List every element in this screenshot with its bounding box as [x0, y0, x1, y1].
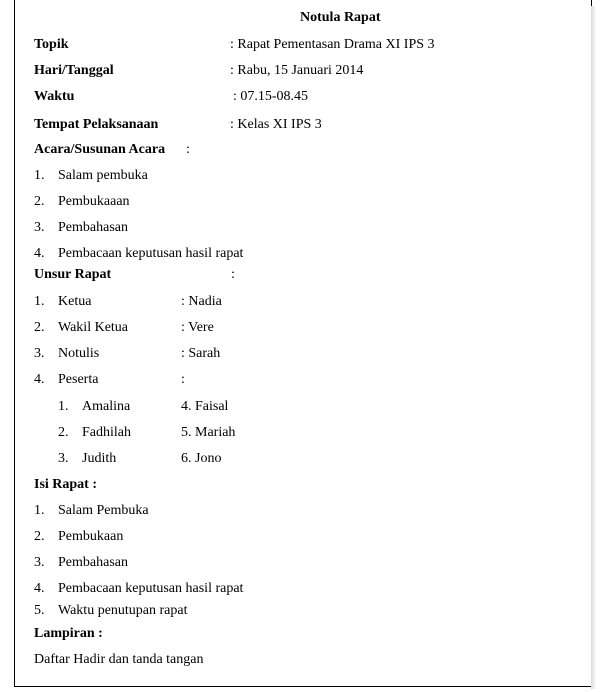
isi-item-num: 2. [34, 529, 45, 544]
acara-item-text: Pembukaaan [58, 194, 130, 209]
acara-item-num: 4. [34, 246, 45, 261]
unsur-item-num: 4. [34, 372, 45, 387]
field-value-tempat: : Kelas XI IPS 3 [230, 117, 322, 132]
acara-item-text: Salam pembuka [58, 168, 148, 183]
unsur-item-num: 1. [34, 294, 45, 309]
unsur-item-num: 2. [34, 320, 45, 335]
isi-item-text: Pembukaan [58, 529, 124, 544]
field-value-topik: : Rapat Pementasan Drama XI IPS 3 [230, 37, 435, 52]
unsur-item-value: : [181, 372, 185, 387]
acara-item-text: Pembacaan keputusan hasil rapat [58, 246, 244, 261]
field-label-topik: Topik [34, 37, 69, 52]
unsur-item-role: Peserta [58, 372, 99, 387]
isi-item-text: Pembahasan [58, 555, 128, 570]
unsur-item-role: Notulis [58, 346, 100, 361]
document-title: Notula Rapat [300, 10, 381, 25]
peserta-num: 2. [58, 425, 69, 440]
isi-item-text: Salam Pembuka [58, 503, 149, 518]
peserta-right: 5. Mariah [181, 425, 236, 440]
peserta-num: 3. [58, 451, 69, 466]
isi-item-num: 5. [34, 603, 45, 618]
peserta-right: 4. Faisal [181, 399, 229, 414]
peserta-num: 1. [58, 399, 69, 414]
field-value-hari-tanggal: : Rabu, 15 Januari 2014 [230, 63, 364, 78]
isi-item-num: 4. [34, 581, 45, 596]
isi-item-text: Pembacaan keputusan hasil rapat [58, 581, 244, 596]
unsur-item-role: Wakil Ketua [58, 320, 129, 335]
peserta-name: Amalina [82, 399, 131, 414]
field-label-waktu: Waktu [34, 89, 75, 104]
peserta-name: Fadhilah [82, 425, 131, 440]
field-label-hari-tanggal: Hari/Tanggal [34, 63, 114, 78]
unsur-heading: Unsur Rapat [34, 267, 112, 282]
unsur-item-value: : Sarah [181, 346, 221, 361]
isi-item-num: 3. [34, 555, 45, 570]
isi-heading: Isi Rapat : [34, 477, 98, 492]
page-shadow [591, 6, 596, 689]
unsur-item-value: : Vere [181, 320, 214, 335]
peserta-right: 6. Jono [181, 451, 222, 466]
lampiran-heading: Lampiran : [34, 626, 103, 641]
peserta-name: Judith [82, 451, 117, 466]
acara-item-num: 2. [34, 194, 45, 209]
field-label-tempat: Tempat Pelaksanaan [34, 117, 159, 132]
acara-item-num: 3. [34, 220, 45, 235]
unsur-colon: : [231, 267, 235, 282]
unsur-item-value: : Nadia [181, 294, 222, 309]
acara-item-num: 1. [34, 168, 45, 183]
acara-heading: Acara/Susunan Acara [34, 142, 166, 157]
field-value-waktu: : 07.15-08.45 [233, 89, 309, 104]
isi-item-text: Waktu penutupan rapat [58, 603, 188, 618]
unsur-item-num: 3. [34, 346, 45, 361]
lampiran-text: Daftar Hadir dan tanda tangan [34, 652, 204, 667]
isi-item-num: 1. [34, 503, 45, 518]
acara-item-text: Pembahasan [58, 220, 128, 235]
unsur-item-role: Ketua [58, 294, 92, 309]
acara-colon: : [186, 142, 190, 157]
